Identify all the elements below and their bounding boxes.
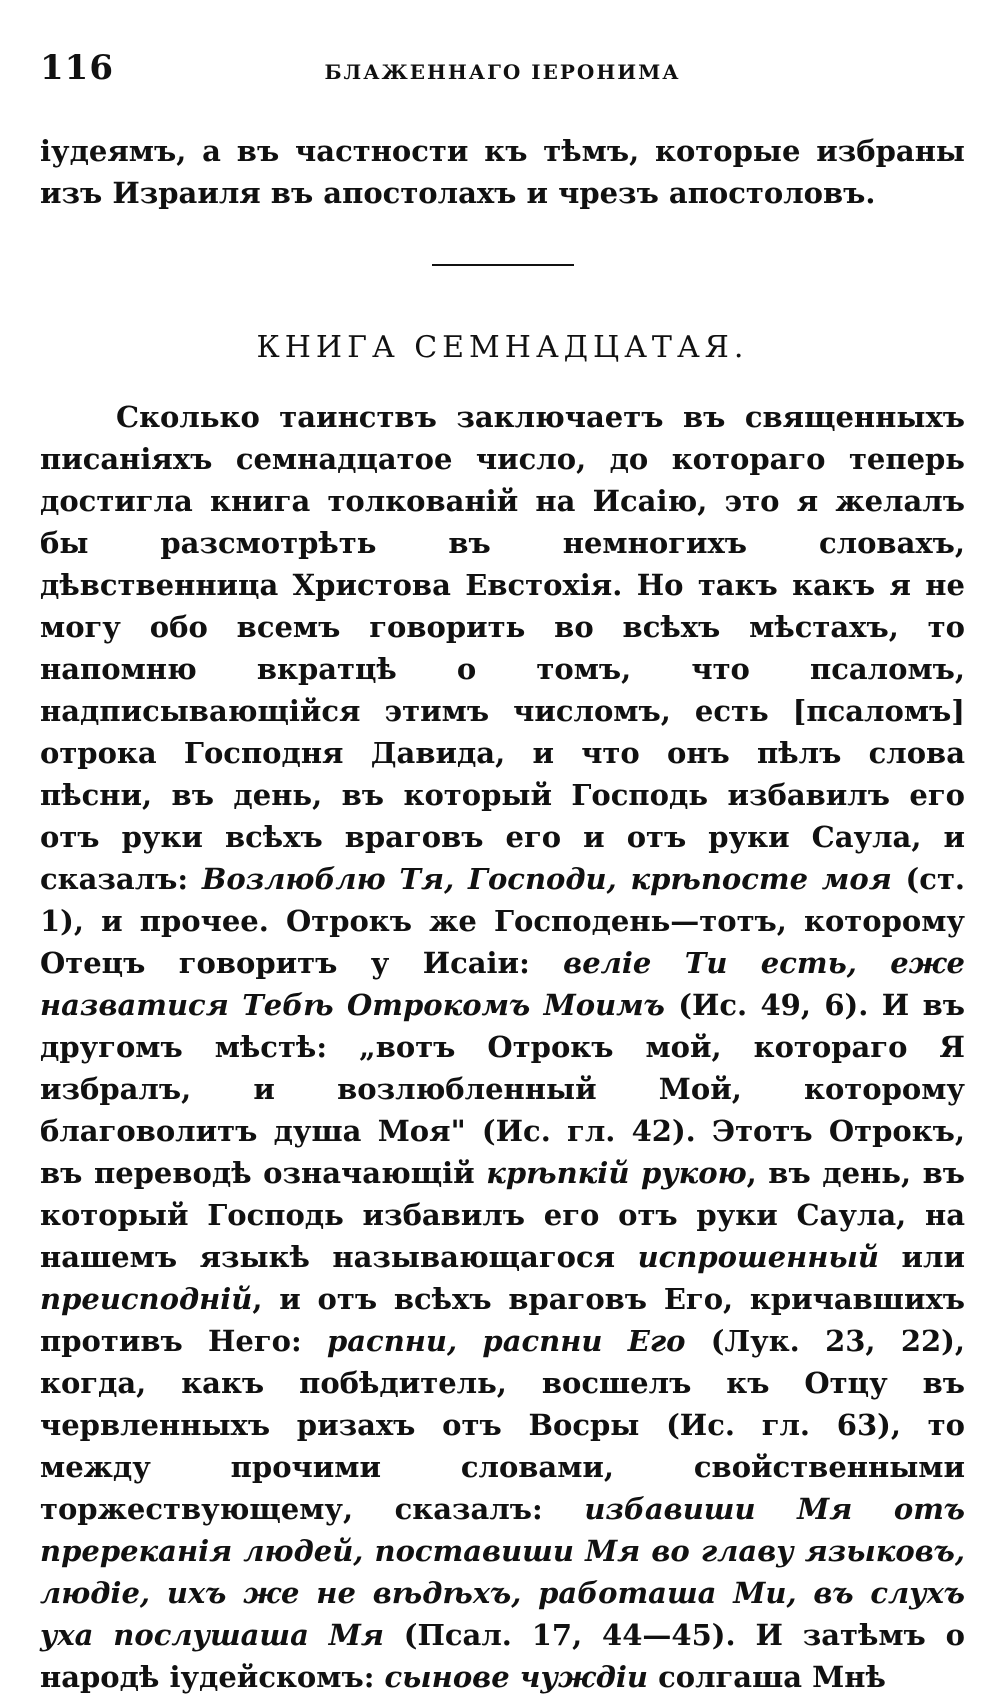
text-run: (Ис. 49, 6). И въ другомъ мѣстѣ: „вотъ Отрокъ мой, котораго Я избралъ, и возлюбленный Мой, которому благоволитъ душа Моя" (Ис. гл. 42). Этотъ Отрокъ, въ переводѣ означающій [40, 988, 965, 1190]
text-run: Сколько таинствъ заключаетъ въ священныхъ писаніяхъ семнадцатое число, до котораго теперь достигла книга толкованій на Исаію, это я желалъ бы разсмотрѣть въ немногихъ словахъ, дѣвственница Христова Евстохія. Но такъ какъ я не могу обо всемъ говорить во всѣхъ мѣстахъ, то напомню вкратцѣ о томъ, что псаломъ, надписывающійся этимъ числомъ, есть [псаломъ] отрока Господня Давида, и что онъ пѣлъ слова пѣсни, въ день, въ который Господь избавилъ его отъ руки всѣхъ враговъ его и отъ руки Саула, и сказалъ: [40, 400, 965, 896]
book-title: КНИГА СЕМНАДЦАТАЯ. [256, 330, 749, 365]
italic-quote: преисподній [40, 1282, 253, 1316]
italic-quote: Возлюблю Тя, Господи, крѣпосте моя [201, 862, 892, 896]
italic-quote: крѣпкій рукою [486, 1156, 747, 1190]
running-head [40, 48, 965, 98]
italic-quote: веліе Ти есть, еже назватися Тебѣ Отрокомъ Моимъ [40, 946, 965, 1022]
italic-quote: сынове чуждіи [384, 1660, 648, 1694]
text-run: (ст. 1), и прочее. Отрокъ же Господень—тотъ, которому Отецъ говоритъ у Исаіи: [40, 862, 966, 980]
body-paragraph [40, 396, 965, 1698]
carry-over-paragraph: іудеямъ, а въ частности къ тѣмъ, которые избраны изъ Израиля въ апостолахъ и чрезъ апостоловъ. [40, 134, 965, 210]
running-title: БЛАЖЕННАГО ІЕРОНИМА [324, 60, 681, 84]
italic-quote: распни, распни Его [326, 1324, 686, 1358]
italic-quote: избавиши Мя отъ пререканія людей, поставиши Мя во главу языковъ, людіе, ихъ же не вѣдѣхъ, работаша Ми, въ слухъ уха послушаша Мя [40, 1492, 965, 1652]
book-page [40, 48, 965, 1698]
page-number: 116 [40, 48, 114, 88]
text-run: (Лук. 23, 22), когда, какъ побѣдитель, восшелъ къ Отцу въ червленныхъ ризахъ отъ Восры (Ис. гл. 63), то между прочими словами, свойственными торжествующему, сказалъ: [40, 1324, 965, 1526]
text-run: или [879, 1240, 965, 1274]
text-run: солгаша Мнѣ [647, 1660, 886, 1694]
text-run: , въ день, въ который Господь избавилъ его отъ руки Саула, на нашемъ языкѣ называющагося [40, 1156, 966, 1274]
text-run: , и отъ всѣхъ враговъ Его, кричавшихъ противъ Него: [40, 1282, 965, 1358]
text-run: (Псал. 17, 44—45). И затѣмъ о народѣ іудейскомъ: [40, 1618, 965, 1694]
italic-quote: испрошенный [637, 1240, 880, 1274]
section-divider [432, 264, 574, 266]
